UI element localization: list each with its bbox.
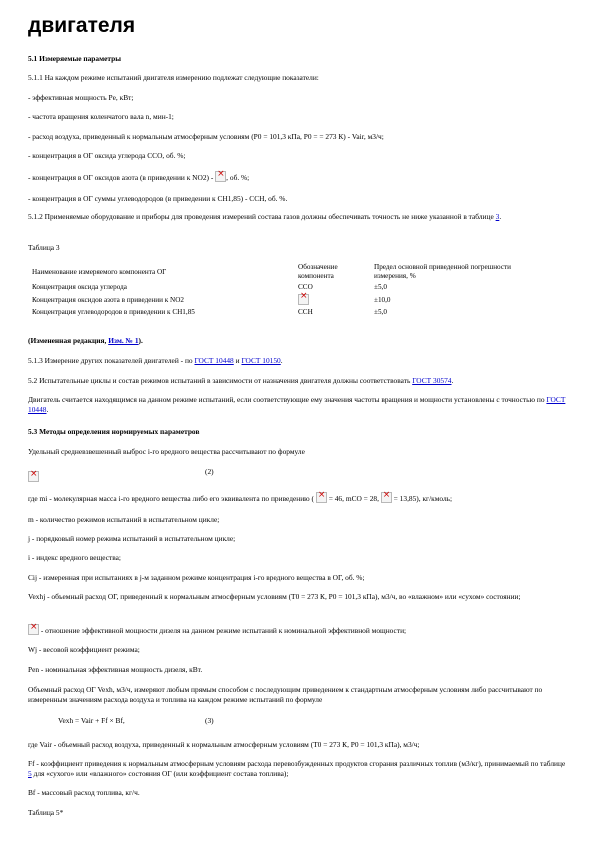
equation-3: Vexh = Vair + Ff × Bf,	[58, 716, 125, 725]
definition-ff-text: Ff - коэффициент приведения к нормальным атмосферным условиям расхода перевозбужденных продуктов сгорания различных топлив (м3/кг), принимаемый по таблице	[28, 759, 566, 768]
broken-image-icon	[28, 471, 39, 482]
paragraph-5-1-2	[28, 212, 566, 222]
bullet-co: - концентрация в ОГ оксида углерода ССО, об. %;	[28, 151, 186, 160]
gost-10448-link[interactable]: ГОСТ 10448	[28, 395, 566, 414]
section-5-3-heading: 5.3 Методы определения нормируемых параметров	[28, 427, 200, 436]
gost-10150-link[interactable]: ГОСТ 10150	[241, 356, 281, 365]
table-5-link[interactable]: 5	[28, 769, 32, 778]
bullet-nox	[28, 171, 249, 183]
cell-error: ±5,0	[374, 308, 387, 316]
bullet-ch: - концентрация в ОГ суммы углеводородов (в приведении к СН1,85) - ССН, об. %.	[28, 194, 288, 203]
bullet-nox-tail: , об. %;	[226, 173, 250, 182]
paragraph-5-2-end: .	[451, 376, 454, 385]
paragraph-mode-stability	[28, 395, 566, 415]
definition-j: j - порядковый номер режима испытаний в испытательном цикле;	[28, 534, 236, 543]
revision-note-end: ).	[138, 336, 143, 345]
paragraph-5-2-text: 5.2 Испытательные циклы и состав режимов испытаний в зависимости от назначения двигателя должны соответствовать	[28, 376, 411, 385]
gost-10448-link[interactable]: ГОСТ 10448	[194, 356, 234, 365]
paragraph-5-2	[28, 376, 453, 386]
revision-note	[28, 336, 143, 346]
definition-wj: Wj - весовой коэффициент режима;	[28, 645, 140, 654]
gost-30574-link[interactable]: ГОСТ 30574	[412, 376, 452, 385]
broken-image-icon	[28, 624, 39, 635]
definition-m: m - количество режимов испытаний в испытательном цикле;	[28, 515, 220, 524]
paragraph-mode-stability-text: Двигатель считается находящимся на данном режиме испытаний, если соответствующие ему значения частоты вращения и мощности установлены с точностью по	[28, 395, 545, 404]
paragraph-5-1-3-and: и	[235, 356, 240, 365]
header-error: Предел основной приведенной погрешности измерения, %	[374, 263, 512, 280]
definition-vexh: Vexhj - объемный расход ОГ, приведенный к нормальным атмосферным условиям (T0 = 273 К, P0 = 101,3 кПа), м3/ч, во «влажном» или «сухом» состоянии;	[28, 592, 521, 601]
equation-3-number: (3)	[205, 716, 214, 725]
cell-error: ±5,0	[374, 283, 387, 291]
revision-note-text: (Измененная редакция,	[28, 336, 107, 345]
paragraph-5-1-1: 5.1.1 На каждом режиме испытаний двигателя измерению подлежат следующие показатели:	[28, 73, 319, 82]
definition-vair: где Vair - объемный расход воздуха, приведенный к нормальным атмосферным условиям (T0 = 273 К, P0 = 101,3 кПа), м3/ч;	[28, 740, 420, 749]
bullet-rpm: - частота вращения коленчатого вала n, мин-1;	[28, 112, 174, 121]
cell-name: Концентрация оксида углерода	[32, 283, 127, 291]
definition-bf: Bf - массовый расход топлива, кг/ч.	[28, 788, 140, 797]
accuracy-table	[28, 262, 548, 318]
broken-image-icon	[298, 294, 309, 305]
definition-mi-text: где mi - молекулярная масса i-го вредного вещества либо его эквивалента по приведению (	[28, 494, 314, 503]
definition-i: i - индекс вредного вещества;	[28, 553, 121, 562]
table-row	[28, 282, 548, 293]
bullet-power: - эффективная мощность Pe, кВт;	[28, 93, 134, 102]
header-symbol: Обозначение компонента	[298, 263, 338, 280]
table-3-label: Таблица 3	[28, 243, 60, 252]
paragraph-5-1-2-end: .	[499, 212, 502, 221]
definition-mi-end: = 13,85), кг/кмоль;	[393, 494, 453, 503]
definition-power-ratio-text: - отношение эффективной мощности дизеля на данном режиме испытаний к номинальной эффективной мощности;	[40, 626, 407, 635]
cell-error: ±10,0	[374, 295, 391, 304]
paragraph-5-1-3-text: 5.1.3 Измерение других показателей двигателей - по	[28, 356, 193, 365]
broken-image-icon	[316, 492, 327, 503]
definition-mi	[28, 492, 452, 504]
equation-2-number: (2)	[205, 467, 214, 476]
bullet-nox-text: - концентрация в ОГ оксидов азота (в приведении к NO2) -	[28, 173, 214, 182]
table-row	[28, 307, 548, 318]
paragraph-5-1-3-end: .	[280, 356, 283, 365]
definition-power-ratio	[28, 624, 406, 636]
definition-pen: Pen - номинальная эффективная мощность дизеля, кВт.	[28, 665, 203, 674]
section-5-1-heading: 5.1 Измеряемые параметры	[28, 54, 122, 63]
paragraph-5-1-3	[28, 356, 283, 366]
broken-image-icon	[215, 171, 226, 182]
header-component: Наименование измеряемого компонента ОГ	[32, 267, 167, 276]
broken-image-icon	[381, 492, 392, 503]
cell-symbol: ССО	[298, 283, 313, 291]
table-5-label: Таблица 5*	[28, 808, 64, 817]
paragraph-exhaust-volume: Объемный расход ОГ Vexh, м3/ч, измеряют любым прямым способом с последующим приведением к стандартным атмосферным условиям либо рассчитывают по измеренным значениям расхода воздуха и топлива на каждом режиме испытаний по формуле	[28, 685, 543, 704]
table-row	[28, 293, 548, 307]
table-header-row	[28, 262, 548, 282]
definition-cij: Cij - измеренная при испытаниях в j-м заданном режиме концентрация i-го вредного вещества в ОГ, об. %;	[28, 573, 365, 582]
definition-mi-mid: = 46, mCO = 28,	[328, 494, 379, 503]
cell-symbol: ССН	[298, 308, 313, 316]
definition-ff	[28, 759, 566, 779]
cell-name: Концентрация оксидов азота в приведении к NO2	[32, 295, 185, 304]
amendment-1-link[interactable]: Изм. № 1	[108, 336, 139, 345]
bullet-air-flow: - расход воздуха, приведенный к нормальным атмосферным условиям (P0 = 101,3 кПа, P0 = = 273 К) - Vair, м3/ч;	[28, 132, 384, 141]
table-3-link[interactable]: 3	[495, 212, 500, 221]
definition-ff-end: для «сухого» или «влажного» состояния ОГ (или коэффициент состава топлива);	[33, 769, 289, 778]
cell-symbol	[294, 293, 370, 307]
paragraph-5-1-2-text: 5.1.2 Применяемые оборудование и приборы для проведения измерений состава газов должны обеспечивать точность не ниже указанной в таблице	[28, 212, 494, 221]
cell-name: Концентрация углеводородов в приведении к СН1,85	[32, 308, 195, 316]
formula-intro: Удельный средневзвешенный выброс i-го вредного вещества рассчитывают по формуле	[28, 447, 305, 456]
paragraph-mode-stability-end: .	[46, 405, 49, 414]
page-title: двигателя	[28, 14, 136, 37]
